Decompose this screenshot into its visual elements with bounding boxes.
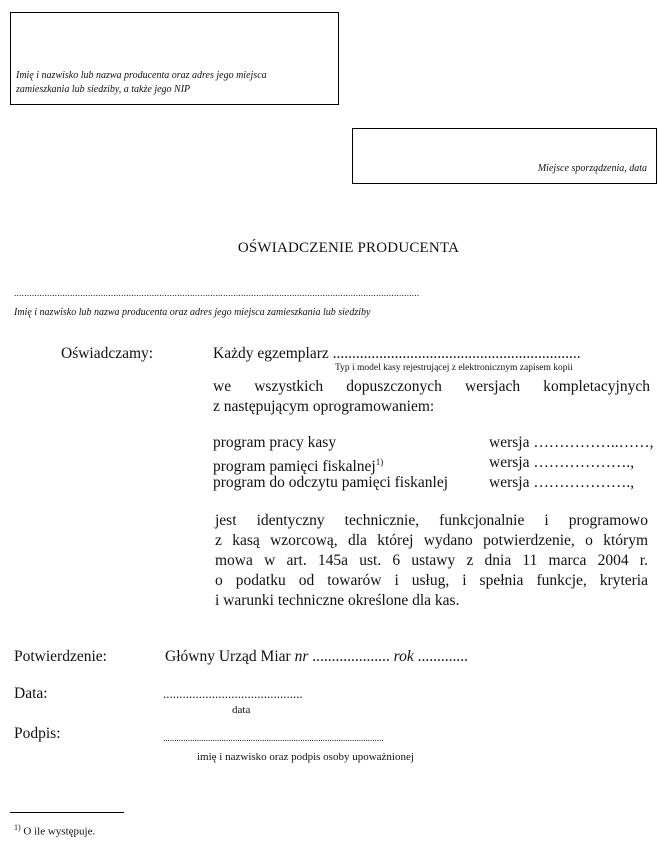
- nr-field[interactable]: ....................: [312, 648, 390, 665]
- date-field[interactable]: ...........................................: [163, 686, 303, 701]
- paragraph-line: i warunki techniczne określone dla kas.: [215, 592, 460, 609]
- authority-name: Główny Urząd Miar: [165, 648, 291, 665]
- signature-field[interactable]: ..................................................................................................: [163, 733, 384, 743]
- declaration-line3: z następującym oprogramowaniem:: [213, 398, 435, 415]
- software-name: program pamięci fiskalnej: [213, 458, 376, 476]
- footnote-ref: 1): [375, 457, 384, 467]
- software-row: [213, 474, 653, 494]
- document-title: OŚWIADCZENIE PRODUCENTA: [237, 240, 460, 256]
- nr-label: nr: [294, 648, 309, 665]
- software-row: [213, 434, 653, 454]
- producer-dotted-line[interactable]: ...............................................................................................................................................................: [14, 288, 420, 298]
- signature-label: Podpis:: [14, 725, 61, 742]
- software-version-field[interactable]: wersja ……………….,: [489, 454, 635, 471]
- producer-info-box[interactable]: [10, 12, 339, 105]
- rok-label: rok: [393, 648, 414, 665]
- footnote-divider: [10, 812, 124, 813]
- model-caption: Typ i model kasy rejestrującej z elektronicznym zapisem kopii: [335, 363, 573, 373]
- date-label: Data:: [14, 685, 48, 702]
- producer-line-caption: Imię i nazwisko lub nazwa producenta oraz adres jego miejsca zamieszkania lub siedziby: [14, 307, 371, 318]
- signature-caption: imię i nazwisko oraz podpis osoby upoważnionej: [197, 751, 414, 763]
- footnote: [14, 823, 95, 838]
- producer-box-caption-line2: zamieszkania lub siedziby, a także jego NIP: [16, 84, 191, 95]
- software-version-field[interactable]: wersja ……………….,: [489, 474, 635, 491]
- producer-box-caption-line1: Imię i nazwisko lub nazwa producenta oraz adres jego miejsca: [16, 70, 267, 81]
- confirmation-label: Potwierdzenie:: [14, 648, 107, 665]
- date-caption: data: [232, 704, 251, 716]
- software-name: program do odczytu pamięci fiskanlej: [213, 474, 449, 491]
- declaration-line2: we wszystkich dopuszczonych wersjach kompletacyjnych: [213, 378, 650, 395]
- declaration-label: Oświadczamy:: [61, 345, 154, 362]
- place-date-box[interactable]: [352, 128, 657, 184]
- paragraph-line: z kasą wzorcową, dla której wydano potwierdzenie, o którym: [215, 532, 648, 549]
- footnote-mark: 1): [14, 823, 21, 832]
- place-date-caption: Miejsce sporządzenia, data: [537, 163, 647, 174]
- software-version-field[interactable]: wersja ……………..……,: [489, 434, 654, 451]
- paragraph-line: o podatku od towarów i usług, i spełnia funkcje, kryteria: [215, 572, 648, 589]
- software-row: [213, 454, 653, 474]
- declaration-paragraph: [213, 512, 648, 612]
- software-name: program pracy kasy: [213, 434, 337, 451]
- rok-field[interactable]: .............: [417, 648, 468, 665]
- footnote-text: O ile występuje.: [23, 825, 96, 838]
- confirmation-line: [165, 648, 468, 665]
- software-list: [213, 434, 653, 494]
- declaration-first-line[interactable]: Każdy egzemplarz ................................................................: [213, 345, 581, 362]
- paragraph-line: mowa w art. 145a ust. 6 ustawy z dnia 11 marca 2004 r.: [215, 552, 648, 569]
- paragraph-line: jest identyczny technicznie, funkcjonalnie i programowo: [215, 512, 648, 529]
